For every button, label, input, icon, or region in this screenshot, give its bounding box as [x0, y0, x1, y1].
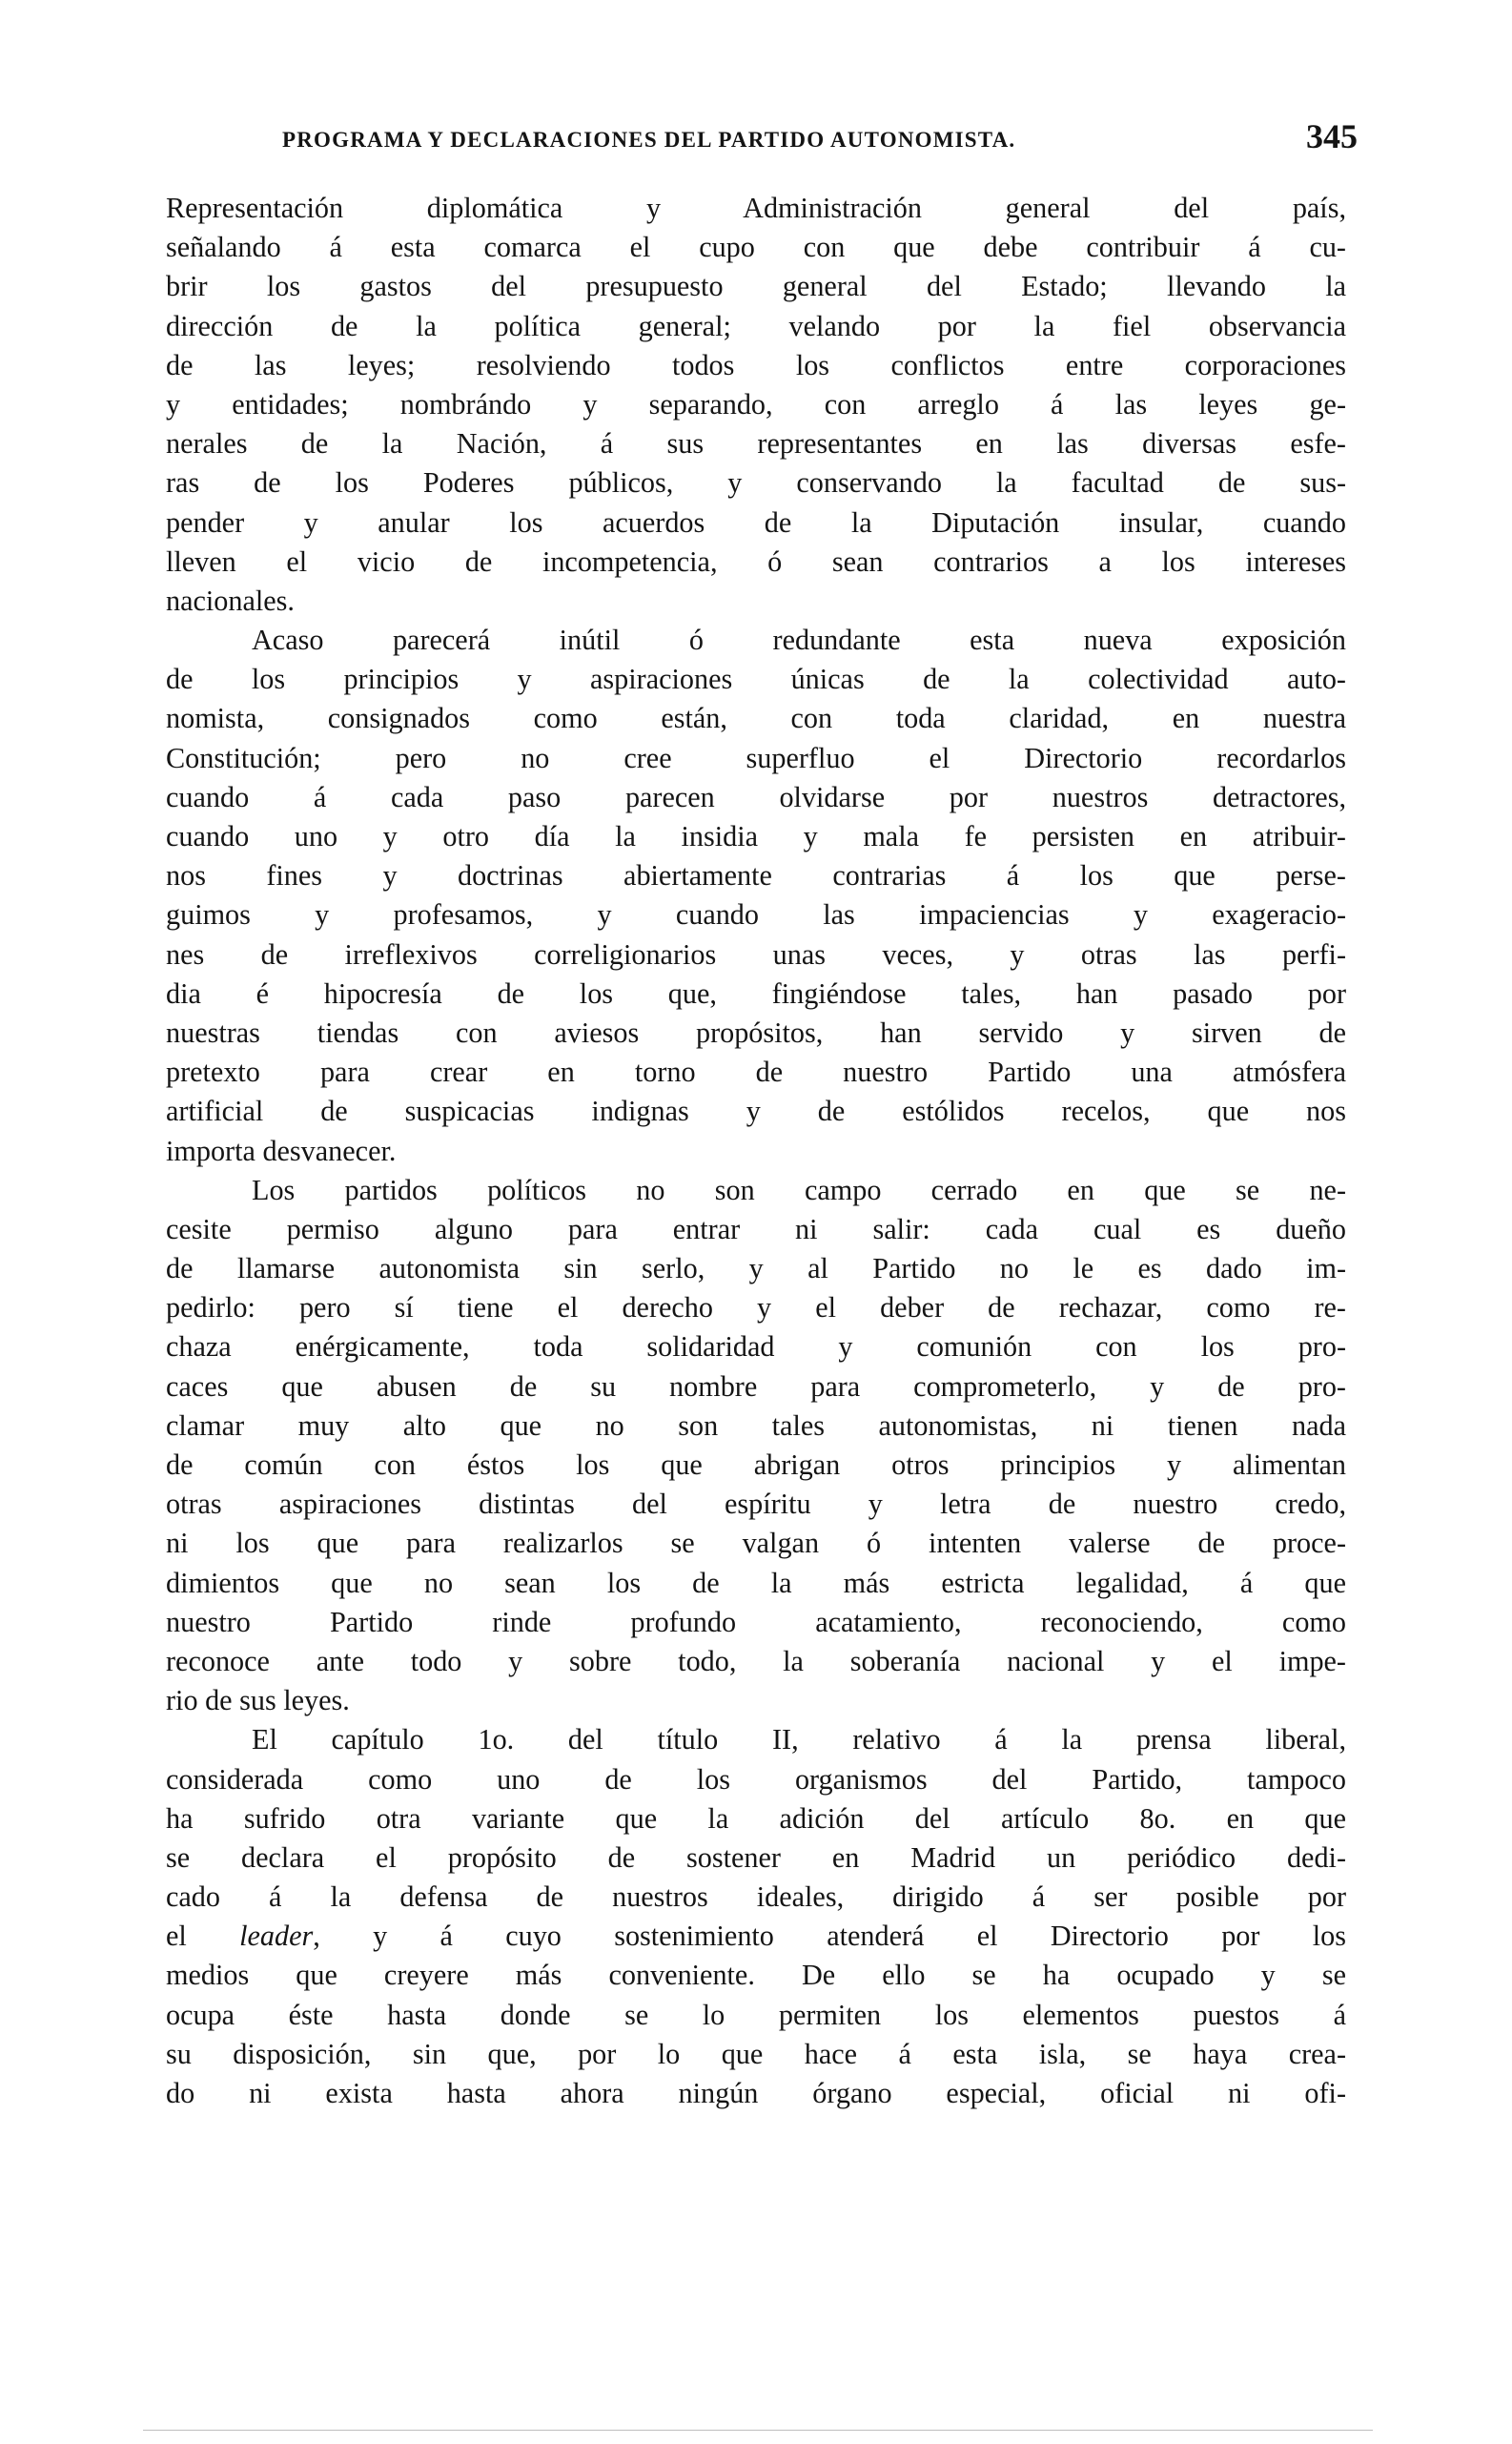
scan-edge-line [143, 2430, 1373, 2431]
text-line: dimientos que no sean los de la más estricta legalidad, á que [166, 1566, 1346, 1599]
running-head: PROGRAMA Y DECLARACIONES DEL PARTIDO AUTONOMISTA. [282, 128, 1016, 152]
text-line: pender y anular los acuerdos de la Diputación insular, cuando [166, 505, 1346, 539]
paragraph [166, 621, 1346, 1171]
text-line: cuando á cada paso parecen olvidarse por nuestros detractores, [166, 780, 1346, 813]
text-line: de las leyes; resolviendo todos los conflictos entre corporaciones [166, 348, 1346, 381]
text-line: cuando uno y otro día la insidia y mala fe persisten en atribuir- [166, 820, 1346, 852]
text-line: cesite permiso alguno para entrar ni salir: cada cual es dueño [166, 1212, 1346, 1245]
text-line: de común con éstos los que abrigan otros principios y alimentan [166, 1448, 1346, 1481]
text-line: Los partidos políticos no son campo cerrado en que se ne- [252, 1173, 1346, 1206]
text-line: ocupa éste hasta donde se lo permiten los elementos puestos á [166, 1998, 1346, 2031]
text-line: pedirlo: pero sí tiene el derecho y el deber de rechazar, como re- [166, 1291, 1346, 1325]
paragraph [166, 1171, 1346, 1721]
page-number: 345 [1306, 117, 1358, 155]
text-line: y entidades; nombrándo y separando, con arreglo á las leyes ge- [166, 387, 1346, 421]
text-line: caces que abusen de su nombre para comprometerlo, y de pro- [166, 1369, 1346, 1403]
text-line: rio de sus leyes. [166, 1684, 350, 1717]
text-line: se declara el propósito de sostener en Madrid un periódico dedi- [166, 1840, 1346, 1874]
text-line: dia é hipocresía de los que, fingiéndose tales, han pasado por [166, 976, 1346, 1010]
text-line: dirección de la política general; velando por la fiel observancia [166, 309, 1346, 342]
text-line: ha sufrido otra variante que la adición del artículo 8o. en que [166, 1801, 1346, 1835]
text-line: ni los que para realizarlos se valgan ó intenten valerse de proce- [166, 1527, 1346, 1560]
text-line: Acaso parecerá inútil ó redundante esta nueva exposición [252, 624, 1346, 657]
text-line: medios que creyere más conveniente. De ello se ha ocupado y se [166, 1959, 1346, 1992]
text-line: chaza enérgicamente, toda solidaridad y comunión con los pro- [166, 1330, 1346, 1364]
paragraph [166, 189, 1346, 621]
text-line: de llamarse autonomista sin serlo, y al Partido no le es dado im- [166, 1252, 1346, 1285]
text-line: de los principios y aspiraciones únicas de la colectividad auto- [166, 663, 1346, 696]
text-line: El capítulo 1o. del título II, relativo á la prensa liberal, [252, 1723, 1346, 1756]
page-header [282, 116, 1358, 164]
italic-word: leader [239, 1920, 314, 1953]
text-line: pretexto para crear en torno de nuestro Partido una atmósfera [166, 1056, 1346, 1089]
text-line: Constitución; pero no cree superfluo el Directorio recordarlos [166, 741, 1346, 774]
text-line: nerales de la Nación, á sus representantes en las diversas esfe- [166, 427, 1346, 461]
text-line: cado á la defensa de nuestros ideales, dirigido á ser posible por [166, 1880, 1346, 1914]
text-line: nomista, consignados como están, con toda claridad, en nuestra [166, 702, 1346, 735]
text-line: clamar muy alto que no son tales autonomistas, ni tienen nada [166, 1408, 1346, 1442]
text-line: brir los gastos del presupuesto general del Estado; llevando la [166, 270, 1346, 303]
text-line: reconoce ante todo y sobre todo, la soberanía nacional y el impe- [166, 1644, 1346, 1677]
text-line: ras de los Poderes públicos, y conservando la facultad de sus- [166, 466, 1346, 500]
text-line: importa desvanecer. [166, 1134, 397, 1167]
text-line: otras aspiraciones distintas del espíritu y letra de nuestro credo, [166, 1488, 1346, 1521]
text-line: nuestro Partido rinde profundo acatamiento, reconociendo, como [166, 1605, 1346, 1638]
text-line: señalando á esta comarca el cupo con que debe contribuir á cu- [166, 231, 1346, 264]
text-line: nuestras tiendas con aviesos propósitos, han servido y sirven de [166, 1016, 1346, 1049]
text-line: el leader, y á cuyo sostenimiento atenderá el Directorio por los [166, 1920, 1346, 1953]
body-text [166, 189, 1346, 2113]
text-line: Representación diplomática y Administración general del país, [166, 192, 1346, 224]
text-line: nes de irreflexivos correligionarios unas veces, y otras las perfi- [166, 937, 1346, 971]
text-line: nos fines y doctrinas abiertamente contrarias á los que perse- [166, 859, 1346, 893]
text-line: lleven el vicio de incompetencia, ó sean contrarios a los intereses [166, 544, 1346, 578]
text-line: guimos y profesamos, y cuando las impaciencias y exageracio- [166, 898, 1346, 932]
text-line: su disposición, sin que, por lo que hace á esta isla, se haya crea- [166, 2037, 1346, 2070]
paragraph [166, 1720, 1346, 2113]
text-line: considerada como uno de los organismos del Partido, tampoco [166, 1762, 1346, 1796]
text-line: nacionales. [166, 584, 295, 617]
text-line: do ni exista hasta ahora ningún órgano especial, oficial ni ofi- [166, 2077, 1346, 2109]
text-line: artificial de suspicacias indignas y de estólidos recelos, que nos [166, 1095, 1346, 1128]
